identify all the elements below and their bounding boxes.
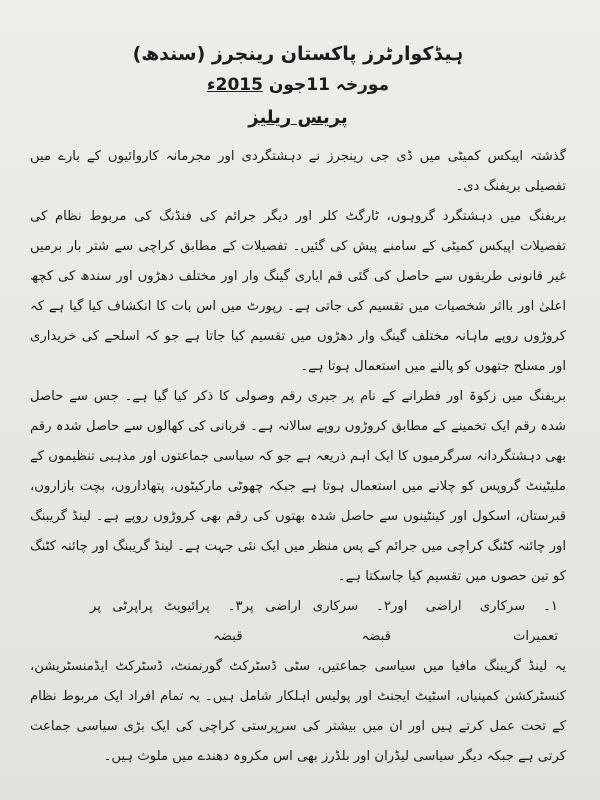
category-item [90,592,243,652]
category-label: سرکاری اراضی پر قبضہ [242,599,391,644]
category-number: ۳۔ [227,599,243,614]
date-year: 2015ء [206,75,263,95]
paragraph-3: بریفنگ میں زکوۃ اور فطرانے کے نام پر جبری رقم وصولی کا ذکر کیا گیا ہے۔ جس سے حاصل شدہ رقم ایک تخمینے کے مطابق کروڑوں روپے سالانہ ہے۔ قربانی کی کھالوں سے حاصل شدہ رقم بھی دہشتگردانہ سرگرمیوں کا ایک اہم ذریعہ ہے جو کہ سیاسی جماعتوں اور مذہبی تنظیموں کے ملیٹینٹ گروپس کو چلانے میں استعمال ہوتا ہے جبکہ چھوٹی مارکیٹوں، پتھاداروں، بچت بازاروں، قبرستان، اسکول اور کینٹینوں سے حاصل شدہ بھتوں کی رقم بھی کروڑوں روپے ہے۔ لینڈ گریبنگ اور چائنہ کٹنگ کراچی میں جرائم کے پس منظر میں ایک نئی جہت ہے۔ لینڈ گریبنگ اور چائنہ کٹنگ کو تین حصوں میں تقسیم کیا جاسکتا ہے۔ [30,389,566,584]
category-label: پرائیویٹ پراپرٹی پر قبضہ [90,599,243,644]
headquarters-title: ہیڈکوارٹرز پاکستان رینجرز (سندھ) [132,43,464,65]
category-label: سرکاری اراضی اور تعمیرات [390,599,558,644]
category-item [391,592,558,652]
category-number: ۲۔ [376,599,391,614]
category-item [243,592,391,652]
document-date [30,72,566,98]
document-header [30,40,566,132]
press-release-heading: پریس ریلیز [248,107,348,128]
closing-paragraph: یہ لینڈ گریبنگ مافیا میں سیاسی جماعتیں، سٹی ڈسٹرکٹ گورنمنٹ، ڈسٹرکٹ ایڈمنسٹریشن، کنسٹرکشن کمپنیاں، اسٹیٹ ایجنٹ اور پولیس اہلکار شامل ہیں۔ یہ تمام افراد ایک مربوط نظام کے تحت عمل کرتے ہیں اور ان میں بیشتر کی سرپرستی کراچی کی ایک بڑی سیاسی جماعت کرتی ہے جبکہ دیگر سیاسی لیڈران اور بلڈرز بھی اس مکروہ دھندے میں ملوث ہیں۔ [30,659,566,764]
date-prefix: مورخہ 11جون [262,75,390,95]
document-body [30,142,566,772]
category-list [30,592,566,652]
paragraph-1: گذشتہ اپیکس کمیٹی میں ڈی جی رینجرز نے دہشتگردی اور مجرمانہ کاروائیوں کے بارے میں تفصیلی بریفنگ دی۔ [30,149,566,194]
paragraph-2: بریفنگ میں دہشتگرد گروہوں، ٹارگٹ کلر اور دیگر جرائم کی فنڈنگ کی مربوط نظام کی تفصیلات اپیکس کمیٹی کے سامنے پیش کی گئیں۔ تفصیلات کے مطابق کراچی سے شتر بار برمیں غیر قانونی طریقوں سے حاصل کی گئی قم ایاری گینگ وار اور مختلف دھڑوں اور سندھ کی کچھ اعلیٰ اور بااثر شخصیات میں تقسیم کی جاتی ہے۔ رپورٹ میں اس بات کا انکشاف کیا گیا ہے کہ کروڑوں روپے ماہانہ مختلف گینگ وار دھڑوں میں تقسیم کیا جاتا ہے جو کہ اسلحے کی خریداری اور مسلح جتھوں کو پالنے میں استعمال ہوتا ہے۔ [30,209,566,374]
category-number: ۱۔ [543,599,558,614]
